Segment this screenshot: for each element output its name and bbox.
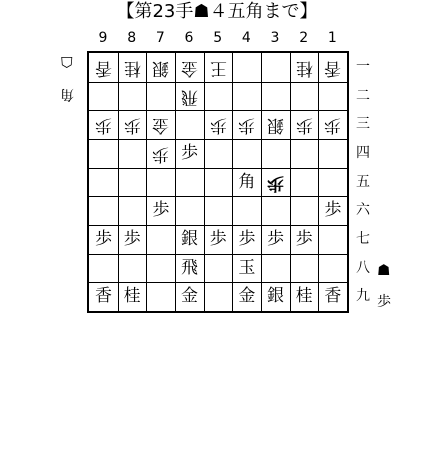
gote-piece[interactable]: 銀 xyxy=(267,115,284,136)
rank-label: 三 xyxy=(356,116,370,133)
sente-piece[interactable]: 桂 xyxy=(295,286,313,307)
file-label: 6 xyxy=(184,30,194,46)
gote-piece[interactable]: 飛 xyxy=(181,86,198,107)
gote-piece[interactable]: 歩 xyxy=(152,144,170,164)
sente-piece[interactable]: 歩 xyxy=(152,200,170,221)
sente-piece[interactable]: 歩 xyxy=(295,229,313,249)
sente-piece[interactable]: 歩 xyxy=(238,229,256,249)
sente-piece[interactable]: 飛 xyxy=(181,257,198,278)
gote-piece[interactable]: 金 xyxy=(152,115,170,136)
file-label: 4 xyxy=(241,30,251,46)
sente-piece[interactable]: 歩 xyxy=(267,229,284,249)
shogi-board[interactable] xyxy=(87,51,349,313)
file-label: 3 xyxy=(270,30,280,46)
sente-piece[interactable]: 歩 xyxy=(209,229,227,249)
sente-piece[interactable]: 香 xyxy=(324,286,342,307)
gote-piece[interactable]: 銀 xyxy=(152,58,170,78)
sente-piece[interactable]: 銀 xyxy=(267,286,284,307)
file-label: 1 xyxy=(327,30,337,46)
gote-piece[interactable]: 王 xyxy=(209,58,227,78)
gote-piece[interactable]: 金 xyxy=(181,58,198,78)
rank-label: 五 xyxy=(356,173,370,190)
gote-piece[interactable]: 歩 xyxy=(267,172,284,193)
rank-label: 九 xyxy=(356,288,370,305)
gote-piece[interactable]: 桂 xyxy=(123,58,141,78)
gote-piece[interactable]: 香 xyxy=(324,58,342,78)
sente-piece[interactable]: 香 xyxy=(95,286,112,307)
sente-piece[interactable]: 角 xyxy=(238,171,256,192)
gote-piece[interactable]: 歩 xyxy=(209,115,227,136)
sente-piece[interactable]: 金 xyxy=(181,286,198,307)
file-label: 8 xyxy=(127,30,137,46)
grid-line xyxy=(89,196,347,197)
rank-label: 六 xyxy=(356,202,370,219)
gote-piece[interactable]: 歩 xyxy=(324,115,342,136)
gote-hand-pieces: 角 xyxy=(60,86,74,102)
gote-piece[interactable]: 歩 xyxy=(123,115,141,136)
game-title: 【第23手☗４五角まで】 xyxy=(116,1,318,22)
grid-line xyxy=(146,53,147,311)
rank-label: 七 xyxy=(356,231,370,247)
gote-piece[interactable]: 桂 xyxy=(295,58,313,78)
sente-piece[interactable]: 銀 xyxy=(181,229,198,249)
file-label: 2 xyxy=(299,30,309,46)
sente-piece[interactable]: 金 xyxy=(238,286,256,307)
grid-line xyxy=(89,139,347,140)
sente-hand-pieces: 歩 xyxy=(377,294,391,310)
sente-piece[interactable]: 桂 xyxy=(123,286,141,307)
sente-piece[interactable]: 玉 xyxy=(238,257,256,278)
rank-label: 一 xyxy=(356,59,370,75)
sente-piece[interactable]: 歩 xyxy=(181,143,198,163)
grid-line xyxy=(318,53,319,311)
gote-piece[interactable]: 歩 xyxy=(295,115,313,136)
sente-hand-mark: ☗ xyxy=(377,261,391,279)
gote-piece[interactable]: 歩 xyxy=(95,115,112,136)
file-label: 7 xyxy=(155,30,165,46)
file-label: 9 xyxy=(98,30,108,46)
gote-piece[interactable]: 歩 xyxy=(238,115,256,136)
rank-label: 八 xyxy=(356,259,370,276)
grid-line xyxy=(89,168,347,169)
gote-hand-mark: ☖ xyxy=(60,53,74,71)
file-label: 5 xyxy=(213,30,223,46)
gote-piece[interactable]: 香 xyxy=(95,58,112,78)
sente-piece[interactable]: 歩 xyxy=(123,229,141,249)
rank-label: 二 xyxy=(356,87,370,104)
grid-line xyxy=(118,53,119,311)
sente-piece[interactable]: 歩 xyxy=(95,229,112,249)
sente-piece[interactable]: 歩 xyxy=(324,200,342,221)
rank-label: 四 xyxy=(356,145,370,161)
